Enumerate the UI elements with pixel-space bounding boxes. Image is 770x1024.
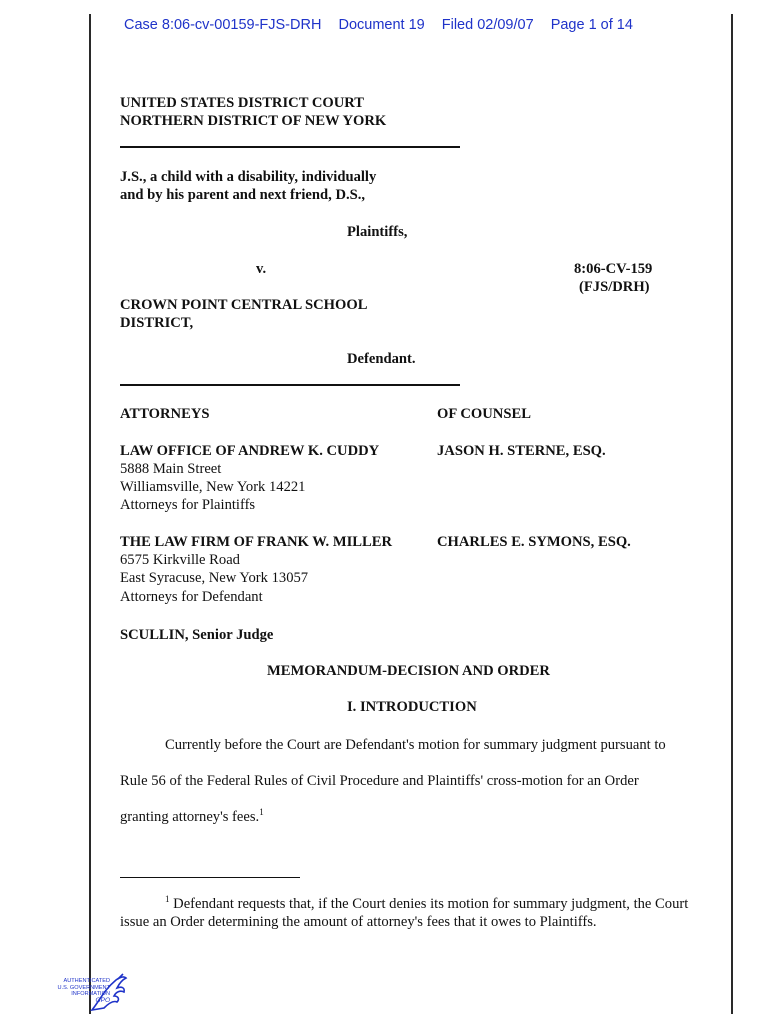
- defendant-firm-role: Attorneys for Defendant: [120, 589, 263, 605]
- body-line-3: [120, 808, 264, 826]
- footnote-number: 1: [165, 894, 170, 905]
- of-counsel-heading: OF COUNSEL: [437, 406, 531, 422]
- plaintiffs-label: Plaintiffs,: [347, 224, 408, 240]
- court-name: UNITED STATES DISTRICT COURT: [120, 95, 365, 111]
- defendant-of-counsel: CHARLES E. SYMONS, ESQ.: [437, 534, 631, 550]
- seal-line-4: GPO: [95, 996, 110, 1004]
- gpo-authentication-seal: [40, 968, 132, 1014]
- eagle-icon: [86, 970, 130, 1014]
- document-title: MEMORANDUM-DECISION AND ORDER: [267, 663, 550, 679]
- versus: v.: [256, 261, 267, 277]
- footnote-line-1: [165, 895, 688, 913]
- court-district: NORTHERN DISTRICT OF NEW YORK: [120, 113, 387, 129]
- judge-name: SCULLIN, Senior Judge: [120, 627, 274, 643]
- plaintiff-firm: LAW OFFICE OF ANDREW K. CUDDY: [120, 443, 380, 459]
- caption-rule-top: [120, 146, 460, 148]
- document-number: Document 19: [338, 17, 425, 33]
- footnote-reference: 1: [259, 807, 264, 818]
- defendant-line-2: DISTRICT,: [120, 315, 194, 331]
- right-margin-line: [731, 14, 733, 1014]
- plaintiff-line-1: J.S., a child with a disability, individually: [120, 169, 377, 185]
- defendant-firm: THE LAW FIRM OF FRANK W. MILLER: [120, 534, 393, 550]
- plaintiff-line-2: and by his parent and next friend, D.S.,: [120, 187, 366, 203]
- body-line-1: Currently before the Court are Defendant's motion for summary judgment pursuant to: [165, 737, 666, 753]
- filed-date: Filed 02/09/07: [441, 17, 534, 33]
- plaintiff-firm-role: Attorneys for Plaintiffs: [120, 497, 256, 513]
- case-number-header: Case 8:06-cv-00159-FJS-DRH: [124, 17, 322, 33]
- plaintiff-of-counsel: JASON H. STERNE, ESQ.: [437, 443, 606, 459]
- plaintiff-firm-address-1: 5888 Main Street: [120, 461, 222, 477]
- case-number: 8:06-CV-159: [574, 261, 653, 277]
- body-line-2: Rule 56 of the Federal Rules of Civil Procedure and Plaintiffs' cross-motion for an Order: [120, 773, 639, 789]
- judge-initials: (FJS/DRH): [579, 279, 650, 295]
- caption-rule-bottom: [120, 384, 460, 386]
- defendant-firm-address-2: East Syracuse, New York 13057: [120, 570, 309, 586]
- filing-header: [124, 17, 646, 33]
- footnote-rule: [120, 877, 300, 878]
- plaintiff-firm-address-2: Williamsville, New York 14221: [120, 479, 306, 495]
- seal-line-3: INFORMATION: [71, 991, 110, 997]
- defendant-label: Defendant.: [347, 351, 416, 367]
- seal-line-1: AUTHENTICATED: [63, 978, 110, 984]
- footnote-line-2: issue an Order determining the amount of attorney's fees that it owes to Plaintiffs.: [120, 914, 597, 930]
- defendant-line-1: CROWN POINT CENTRAL SCHOOL: [120, 297, 368, 313]
- attorneys-heading: ATTORNEYS: [120, 406, 210, 422]
- body-line-3-text: granting attorney's fees.: [120, 809, 260, 825]
- section-heading: I. INTRODUCTION: [347, 699, 477, 715]
- defendant-firm-address-1: 6575 Kirkville Road: [120, 552, 240, 568]
- page-count: Page 1 of 14: [550, 17, 633, 33]
- footnote-line-1-text: Defendant requests that, if the Court denies its motion for summary judgment, the Court: [173, 896, 689, 912]
- left-margin-line: [89, 14, 91, 1014]
- seal-line-2: U.S. GOVERNMENT: [57, 984, 110, 991]
